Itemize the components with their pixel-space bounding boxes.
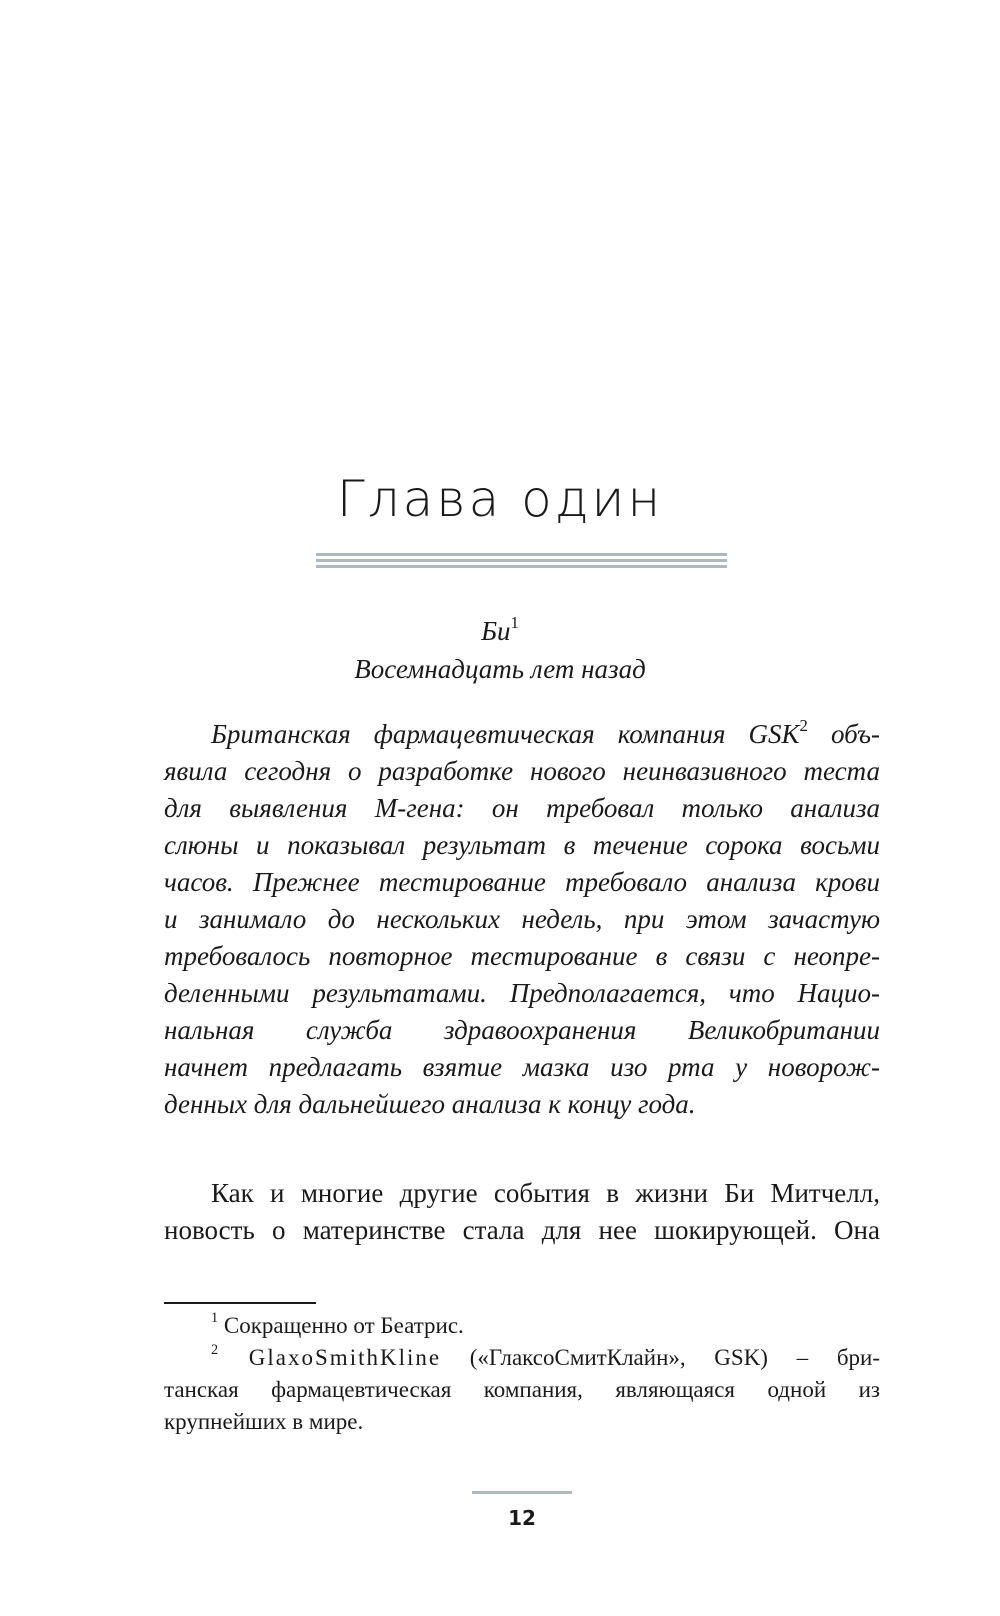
footnotes bbox=[164, 1310, 880, 1438]
footnote-separator bbox=[164, 1302, 316, 1304]
footnote-2: $^2$ GlaxoSmithKline («ГлаксоСмитКлайн», GSK) – бри- bbox=[211, 1342, 880, 1370]
paragraph-line: Как и многие другие события в жизни Би Митчелл, bbox=[211, 1178, 880, 1208]
paragraph-line: денных для дальнейшего анализа к концу года. bbox=[164, 1089, 696, 1119]
page-number-rule bbox=[472, 1491, 572, 1494]
title-divider-line bbox=[316, 565, 727, 568]
paragraph-line: Британская фармацевтическая компания GSK$^2$ объ- bbox=[211, 715, 881, 749]
section-name: Би bbox=[481, 616, 511, 646]
paragraph-line: слюны и показывал результат в течение сорока восьми bbox=[164, 830, 880, 860]
body-paragraph bbox=[164, 1175, 880, 1249]
chapter-title: Глава один bbox=[336, 470, 664, 528]
footnote-ref-2[interactable]: 2 bbox=[799, 715, 808, 735]
page-number: 12 bbox=[508, 1506, 536, 1530]
paragraph-line: начнет предлагать взятие мазка изо рта у новорож- bbox=[164, 1052, 880, 1082]
paragraph-line: деленными результатами. Предполагается, что Нацио- bbox=[164, 978, 880, 1008]
footnote-1: $^1$ Сокращенно от Беатрис. bbox=[211, 1310, 464, 1338]
paragraph-line: и занимало до нескольких недель, при этом зачастую bbox=[164, 904, 880, 934]
title-divider-line bbox=[316, 553, 727, 556]
paragraph-line: новость о материнстве стала для нее шокирующей. Она bbox=[164, 1215, 880, 1245]
footnote-2-line: танская фармацевтическая компания, являющаяся одной из bbox=[164, 1377, 880, 1402]
paragraph-line: часов. Прежнее тестирование требовало анализа крови bbox=[164, 867, 880, 897]
paragraph-line: явила сегодня о разработке нового неинвазивного теста bbox=[164, 756, 880, 786]
footnote-2-line: крупнейших в мире. bbox=[164, 1409, 364, 1434]
paragraph-line: для выявления М-гена: он требовал только анализа bbox=[164, 793, 880, 823]
section-heading-name bbox=[0, 612, 1000, 647]
news-paragraph bbox=[164, 716, 880, 1123]
section-heading-time: Восемнадцать лет назад bbox=[354, 654, 646, 684]
title-divider-line bbox=[316, 559, 727, 562]
paragraph-line: нальная служба здравоохранения Великобритании bbox=[164, 1015, 880, 1045]
footnote-ref-1[interactable]: 1 bbox=[510, 612, 519, 632]
paragraph-line: требовалось повторное тестирование в связи с неопре- bbox=[164, 941, 880, 971]
